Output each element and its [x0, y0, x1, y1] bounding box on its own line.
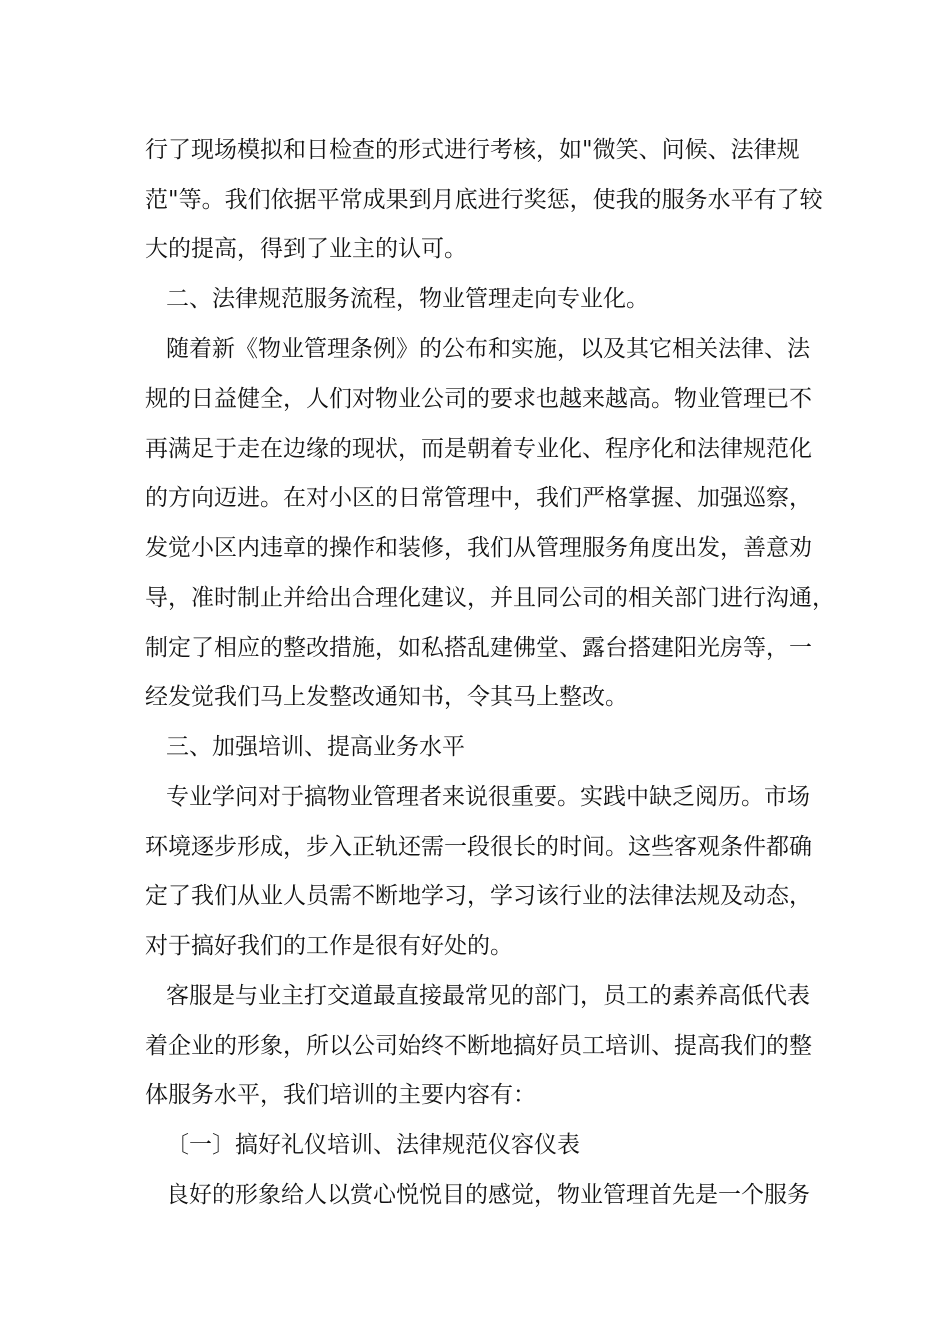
paragraph-line: 行了现场模拟和日检查的形式进行考核，如"微笑、问候、法律规 [145, 137, 800, 163]
paragraph-line: 经发觉我们马上发整改通知书，令其马上整改。 [145, 684, 628, 710]
paragraph-line: 随着新《物业管理条例》的公布和实施，以及其它相关法律、法 [166, 336, 810, 362]
paragraph-line: 良好的形象给人以赏心悦悦目的感觉，物业管理首先是一个服务 [166, 1182, 810, 1208]
paragraph-line: 的方向迈进。在对小区的日常管理中，我们严格掌握、加强巡察， [145, 485, 812, 511]
paragraph-line: 规的日益健全，人们对物业公司的要求也越来越高。物业管理已不 [145, 386, 812, 412]
paragraph-line: 大的提高，得到了业主的认可。 [145, 236, 467, 262]
paragraph-line: 专业学问对于搞物业管理者来说很重要。实践中缺乏阅历。市场 [166, 784, 810, 810]
paragraph-line: 范"等。我们依据平常成果到月底进行奖惩，使我的服务水平有了较 [145, 187, 823, 213]
section-heading: 〔一〕搞好礼仪培训、法律规范仪容仪表 [166, 1132, 580, 1158]
section-heading: 三、加强培训、提高业务水平 [166, 734, 465, 760]
paragraph-line: 对于搞好我们的工作是很有好处的。 [145, 933, 513, 959]
paragraph-line: 定了我们从业人员需不断地学习，学习该行业的法律法规及动态， [145, 883, 812, 909]
paragraph-line: 体服务水平，我们培训的主要内容有： [145, 1082, 536, 1108]
paragraph-line: 客服是与业主打交道最直接最常见的部门，员工的素养高低代表 [166, 983, 810, 1009]
paragraph-line: 环境逐步形成，步入正轨还需一段很长的时间。这些客观条件都确 [145, 834, 812, 860]
paragraph-line: 着企业的形象，所以公司始终不断地搞好员工培训、提高我们的整 [145, 1033, 812, 1059]
paragraph-line: 再满足于走在边缘的现状，而是朝着专业化、程序化和法律规范化 [145, 436, 812, 462]
paragraph-line: 制定了相应的整改措施，如私搭乱建佛堂、露台搭建阳光房等，一 [145, 635, 812, 661]
paragraph-line: 发觉小区内违章的操作和装修，我们从管理服务角度出发，善意劝 [145, 535, 812, 561]
paragraph-line: 导，准时制止并给出合理化建议，并且同公司的相关部门进行沟通， [145, 585, 835, 611]
section-heading: 二、法律规范服务流程，物业管理走向专业化。 [166, 286, 649, 312]
